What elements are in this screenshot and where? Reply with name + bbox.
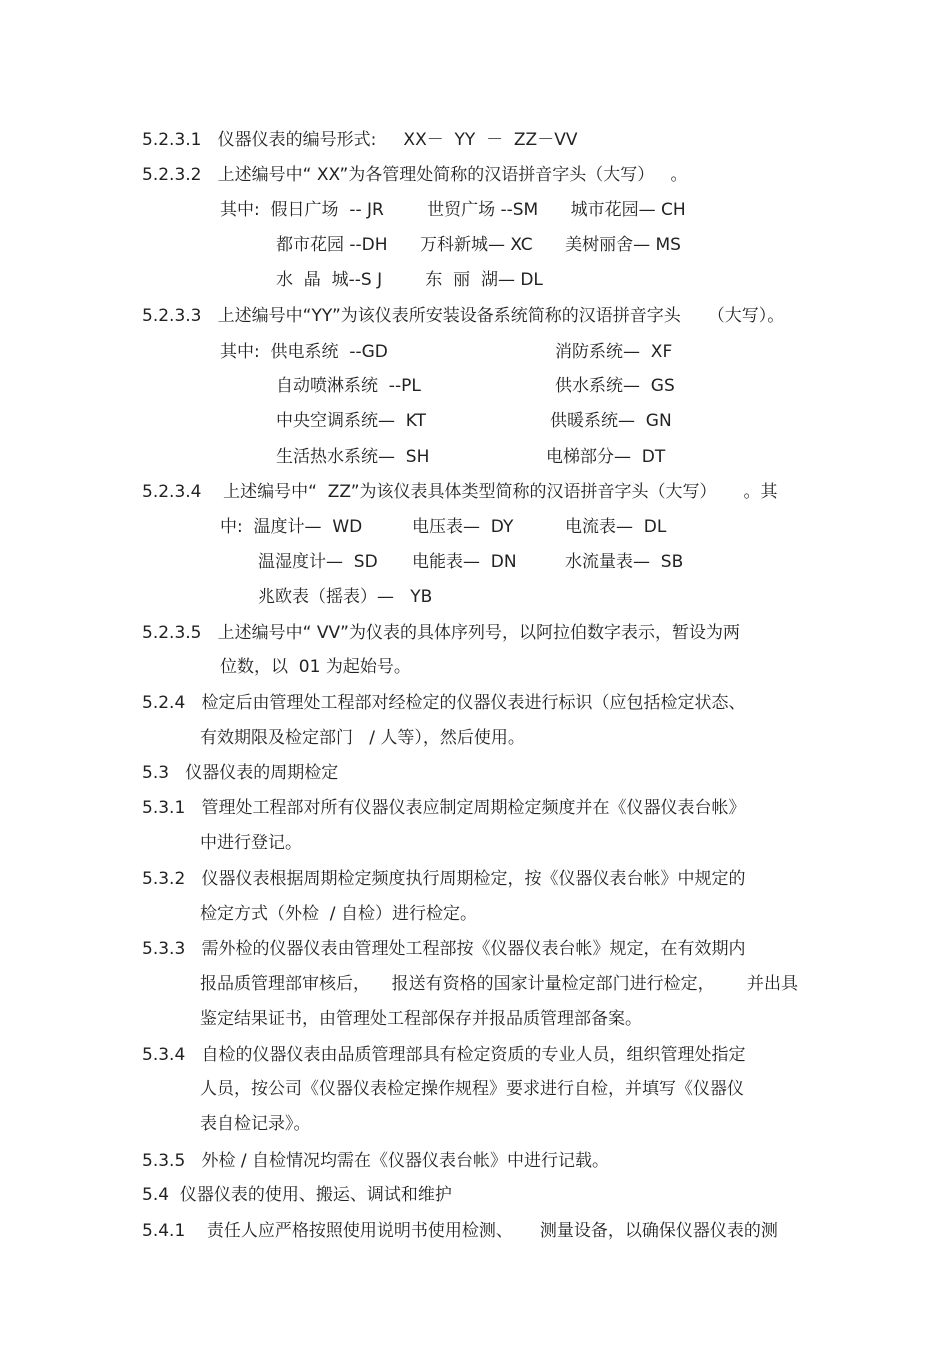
text-line: 检定方式（外检 / 自检）进行检定。 <box>200 904 477 924</box>
text-line: 5.4.1 责任人应严格按照使用说明书使用检测、 测量设备，以确保仪器仪表的测 <box>142 1221 778 1241</box>
text-line: 其中: 假日广场 -- JR 世贸广场 --SM 城市花园— CH <box>220 200 686 220</box>
text-line: 5.3.2 仪器仪表根据周期检定频度执行周期检定，按《仪器仪表台帐》中规定的 <box>142 869 746 889</box>
text-line: 电能表— DN <box>412 552 517 572</box>
text-line: 5.2.3.3 上述编号中“YY”为该仪表所安装设备系统简称的汉语拼音字头 （大写）。 <box>142 306 785 326</box>
text-line: 都市花园 --DH 万科新城— XC 美树丽舍— MS <box>276 235 681 255</box>
text-line: 供暖系统— GN <box>550 411 672 431</box>
text-line: 中: 温度计— WD <box>220 517 363 537</box>
text-line: 5.2.3.4 上述编号中“ ZZ”为该仪表具体类型简称的汉语拼音字头（大写） 。其 <box>142 482 778 502</box>
text-line: 供水系统— GS <box>555 376 675 396</box>
text-line: 5.2.3.5 上述编号中“ VV”为仪表的具体序列号，以阿拉伯数字表示，暂设为两 <box>142 623 740 643</box>
text-line: 水 晶 城--S J 东 丽 湖— DL <box>276 270 543 290</box>
text-line: 鉴定结果证书，由管理处工程部保存并报品质管理部备案。 <box>200 1009 642 1029</box>
text-line: 报品质管理部审核后， 报送有资格的国家计量检定部门进行检定， 并出具 <box>200 974 799 994</box>
text-line: 5.4 仪器仪表的使用、搬运、调试和维护 <box>142 1185 452 1205</box>
text-line: 5.3.3 需外检的仪器仪表由管理处工程部按《仪器仪表台帐》规定，在有效期内 <box>142 939 746 959</box>
text-line: 电压表— DY <box>412 517 514 537</box>
text-line: 5.3.4 自检的仪器仪表由品质管理部具有检定资质的专业人员，组织管理处指定 <box>142 1045 746 1065</box>
text-line: 5.2.3.1 仪器仪表的编号形式: XX－ YY － ZZ－VV <box>142 130 578 150</box>
text-line: 人员，按公司《仪器仪表检定操作规程》要求进行自检，并填写《仪器仪 <box>200 1079 744 1099</box>
text-line: 温湿度计— SD <box>258 552 378 572</box>
text-line: 其中: 供电系统 --GD <box>220 342 388 362</box>
text-line: 中进行登记。 <box>200 833 302 853</box>
text-line: 中央空调系统— KT <box>276 411 427 431</box>
text-line: 自动喷淋系统 --PL <box>276 376 421 396</box>
text-line: 表自检记录》。 <box>200 1114 311 1134</box>
text-line: 5.3.5 外检 / 自检情况均需在《仪器仪表台帐》中进行记载。 <box>142 1151 610 1171</box>
text-line: 电流表— DL <box>565 517 667 537</box>
text-line: 5.2.4 检定后由管理处工程部对经检定的仪器仪表进行标识（应包括检定状态、 <box>142 693 746 713</box>
text-line: 兆欧表（摇表）— YB <box>258 587 433 607</box>
text-line: 消防系统— XF <box>555 342 673 362</box>
text-line: 水流量表— SB <box>565 552 684 572</box>
text-line: 位数，以 01 为起始号。 <box>220 657 411 677</box>
text-line: 5.3 仪器仪表的周期检定 <box>142 763 339 783</box>
text-line: 5.2.3.2 上述编号中“ XX”为各管理处简称的汉语拼音字头（大写） 。 <box>142 165 688 185</box>
text-line: 电梯部分— DT <box>546 447 666 467</box>
text-line: 5.3.1 管理处工程部对所有仪器仪表应制定周期检定频度并在《仪器仪表台帐》 <box>142 798 746 818</box>
text-line: 生活热水系统— SH <box>276 447 430 467</box>
text-line: 有效期限及检定部门 / 人等），然后使用。 <box>200 728 525 748</box>
